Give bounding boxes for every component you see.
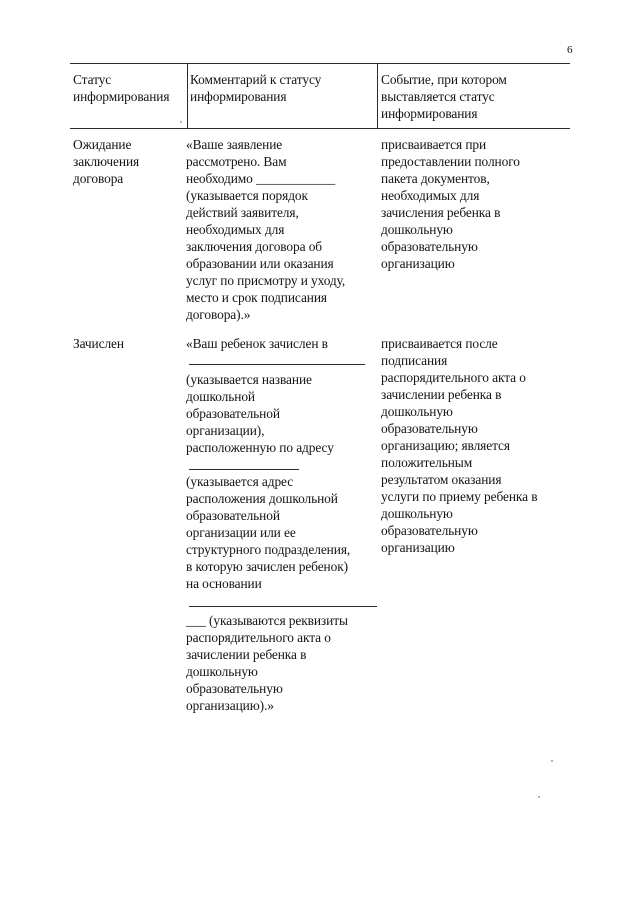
column-divider-1 (187, 63, 188, 128)
row2-event: присваивается после подписания распорядительного акта о зачислении ребенка в дошкольную образовательную организацию; является положительным результатом оказания услуги по приему ребенка в дошкольную образовательную организацию (381, 336, 538, 555)
row1-event: присваивается при предоставлении полного пакета документов, необходимых для зачисления ребенка в дошкольную образовательную организацию (381, 137, 520, 271)
table-header-border (70, 128, 570, 129)
header-event: Событие, при котором выставляется статус информирования (381, 72, 507, 121)
scan-speck (551, 760, 553, 762)
row2-status: Зачислен (73, 336, 124, 351)
page-number: 6 (567, 44, 573, 56)
row1-status: Ожидание заключения договора (73, 137, 140, 186)
row2-comment-part4: ___ (указываются реквизиты распорядительного акта о зачислении ребенка в дошкольную образовательную организацию).» (186, 613, 348, 713)
header-status: Статус информирования (73, 72, 170, 104)
row2-comment-part1: «Ваш ребенок зачислен в (186, 336, 328, 351)
blank-line-address (189, 469, 299, 470)
blank-line-organization (189, 364, 365, 365)
row2-comment-part2: (указывается название дошкольной образовательной организации), расположенную по адресу (186, 372, 334, 455)
row2-comment-part3: (указывается адрес расположения дошкольной образовательной организации или ее структурного подразделения, в которую зачислен ребенок) на основании (186, 474, 351, 591)
scan-speck (538, 796, 540, 798)
column-divider-2 (377, 63, 378, 128)
scan-speck (180, 121, 182, 123)
blank-line-basis (189, 606, 377, 607)
table-top-border (70, 63, 570, 64)
row1-comment: «Ваше заявление рассмотрено. Вам необходимо ____________ (указывается порядок действий заявителя, необходимых для заключения договора об образовании или оказания услуг по присмотру и уходу, место и срок подписания договора).» (186, 137, 346, 322)
header-comment: Комментарий к статусу информирования (190, 72, 322, 104)
